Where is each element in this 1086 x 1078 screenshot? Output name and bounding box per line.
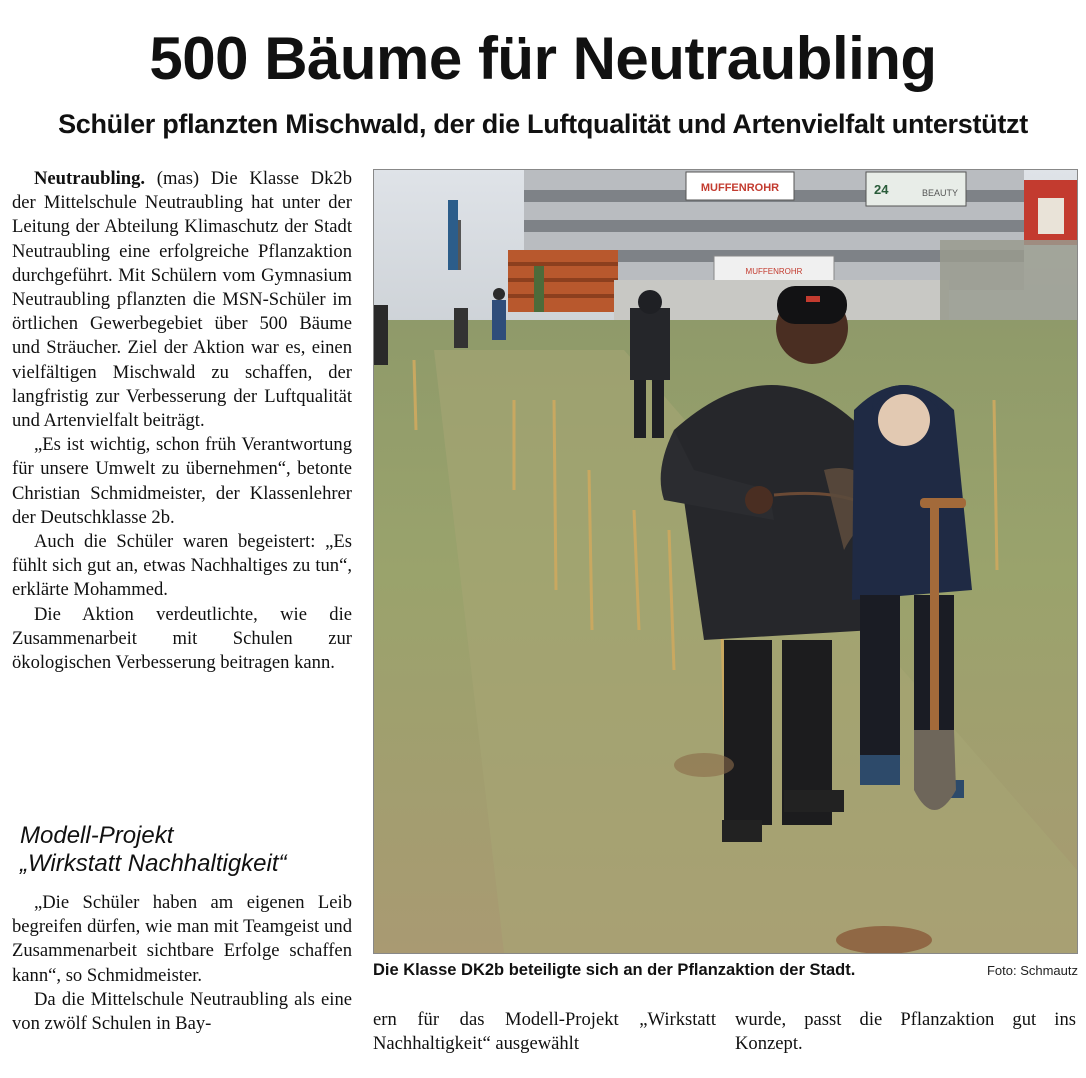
truck-text: MUFFENROHR [745,267,803,276]
dirt-mound [836,926,932,953]
article-paragraph-2: „Es ist wichtig, schon früh Verantwortung für unsere Umwelt zu übernehmen“, betonte Christian Schmidmeister, der Klassenlehrer der Deutschklasse 2b. [12,434,352,528]
subsection-paragraph-2: Da die Mittelschule Neutraubling als eine von zwölf Schulen in Bay- [12,988,352,1035]
headline: 500 Bäume für Neutraubling [149,25,937,92]
photo-caption: Die Klasse DK2b beteiligte sich an der Pflanzaktion der Stadt. [373,961,856,979]
photo-credit: Foto: Schmautz [986,963,1078,978]
article-photo [373,169,1078,954]
column-2-text: ern für das Modell-Projekt „Wirkstatt Nachhaltigkeit“ ausgewählt [373,1009,716,1055]
article-paragraph-4: Die Aktion verdeutlichte, wie die Zusammenarbeit mit Schulen zur ökologischen Verbesserung beitragen kann. [12,603,352,674]
dateline: Neutraubling. [34,168,146,189]
subsection-paragraph-1: „Die Schüler haben am eigenen Leib begreifen dürfen, wie man mit Teamgeist und Zusammenarbeit sichtbare Erfolge schaffen kann“, so Schmidmeister. [12,892,352,986]
subsection-title [20,822,350,878]
subheadline: Schüler pflanzten Mischwald, der die Luftqualität und Artenvielfalt unterstützt [58,109,1028,139]
subsection-title-line-1: Modell-Projekt [20,822,174,849]
article-column-1-continued [12,891,352,1036]
photo-illustration [374,170,1077,953]
paragraph-1-text: (mas) Die Klasse Dk2b der Mittelschule Neutraubling hat unter der Leitung der Abteilung Klimaschutz der Stadt Neutraubling eine erfolgreiche Pflanzaktion durchgeführt. Mit Schülern vom Gymnasium Neutraubling pflanzten die MSN-Schüler im örtlichen Gewerbegebiet über 500 Bäume und Sträucher. Ziel der Aktion war es, einen vielfältigen Mischwald zu schaffen, der langfristig zur Verbesserung der Luftqualität und Artenvielfalt beiträgt. [12,168,352,432]
article-column-1 [12,167,352,675]
sign-right-small-text: BEAUTY [922,188,959,198]
article-column-2 [373,1008,716,1056]
sign-right-text: 24 [874,182,889,197]
flag-banner [448,200,458,270]
pipe-stack [508,250,618,312]
article-column-3 [735,1008,1076,1056]
article-paragraph-1 [12,167,352,433]
sign-left-text: MUFFENROHR [700,182,780,194]
article-paragraph-3: Auch die Schüler waren begeistert: „Es fühlt sich gut an, etwas Nachhaltiges zu tun“, erklärte Mohammed. [12,531,352,601]
subsection-title-line-2: „Wirkstatt Nachhaltigkeit“ [20,850,287,877]
column-3-text: wurde, passt die Pflanzaktion gut ins Konzept. [735,1009,1076,1055]
